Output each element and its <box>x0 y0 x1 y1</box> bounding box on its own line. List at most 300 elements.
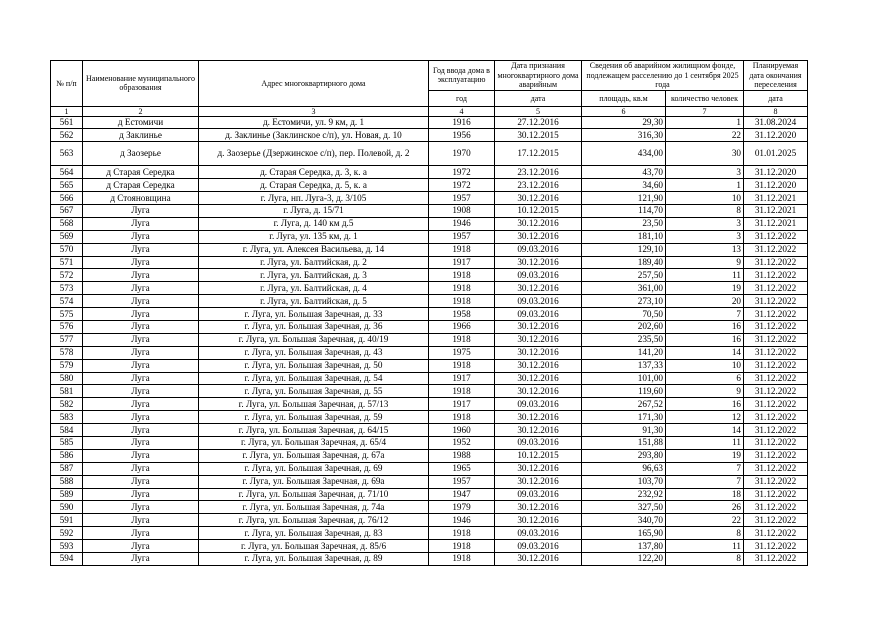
table-row <box>51 488 808 501</box>
cell-people: 3 <box>666 230 744 243</box>
cell-address: д. Заклинье (Заклинское с/п), ул. Новая, д. 10 <box>199 129 429 142</box>
header-housing-info: Сведения об аварийном жилищном фонде, подлежащем расселению до 1 сентября 2025 года <box>582 61 744 91</box>
cell-people: 11 <box>666 540 744 553</box>
cell-municipality: Луга <box>83 514 199 527</box>
table-row <box>51 116 808 129</box>
table-row <box>51 142 808 166</box>
cell-emergency-date: 09.03.2016 <box>495 527 582 540</box>
cell-emergency-date: 10.12.2015 <box>495 204 582 217</box>
table-row <box>51 179 808 192</box>
cell-people: 19 <box>666 449 744 462</box>
cell-year: 1908 <box>429 204 495 217</box>
cell-municipality: д Заозерье <box>83 142 199 166</box>
cell-resettlement-date: 31.12.2020 <box>744 179 808 192</box>
cell-area: 23,50 <box>582 217 666 230</box>
cell-emergency-date: 23.12.2016 <box>495 166 582 179</box>
cell-year: 1918 <box>429 359 495 372</box>
cell-area: 129,10 <box>582 243 666 256</box>
cell-municipality: Луга <box>83 475 199 488</box>
table-row <box>51 475 808 488</box>
cell-emergency-date: 09.03.2016 <box>495 488 582 501</box>
cell-municipality: Луга <box>83 398 199 411</box>
column-number: 6 <box>582 106 666 116</box>
cell-resettlement-date: 31.12.2022 <box>744 462 808 475</box>
cell-row-number: 576 <box>51 320 83 333</box>
table-row <box>51 385 808 398</box>
cell-row-number: 593 <box>51 540 83 553</box>
cell-resettlement-date: 31.12.2022 <box>744 333 808 346</box>
cell-area: 137,33 <box>582 359 666 372</box>
cell-area: 114,70 <box>582 204 666 217</box>
cell-emergency-date: 30.12.2016 <box>495 501 582 514</box>
cell-people: 8 <box>666 527 744 540</box>
cell-year: 1918 <box>429 295 495 308</box>
cell-address: г. Луга, ул. Большая Заречная, д. 74а <box>199 501 429 514</box>
cell-resettlement-date: 31.12.2022 <box>744 553 808 566</box>
cell-emergency-date: 09.03.2016 <box>495 295 582 308</box>
cell-address: г. Луга, ул. Балтийская, д. 4 <box>199 282 429 295</box>
header-row-number: № п/п <box>51 61 83 107</box>
cell-year: 1957 <box>429 475 495 488</box>
cell-address: г. Луга, ул. Алексея Васильева, д. 14 <box>199 243 429 256</box>
cell-area: 273,10 <box>582 295 666 308</box>
table-row <box>51 204 808 217</box>
cell-resettlement-date: 31.12.2022 <box>744 230 808 243</box>
cell-row-number: 567 <box>51 204 83 217</box>
cell-year: 1946 <box>429 217 495 230</box>
cell-resettlement-date: 31.12.2022 <box>744 488 808 501</box>
cell-people: 9 <box>666 385 744 398</box>
cell-resettlement-date: 31.12.2022 <box>744 295 808 308</box>
cell-address: д. Старая Середка, д. 5, к. а <box>199 179 429 192</box>
cell-emergency-date: 30.12.2016 <box>495 372 582 385</box>
cell-address: г. Луга, ул. Балтийская, д. 3 <box>199 269 429 282</box>
cell-address: г. Луга, ул. Большая Заречная, д. 57/13 <box>199 398 429 411</box>
cell-people: 16 <box>666 320 744 333</box>
cell-resettlement-date: 31.12.2022 <box>744 501 808 514</box>
cell-area: 121,90 <box>582 192 666 205</box>
cell-municipality: Луга <box>83 295 199 308</box>
cell-municipality: Луга <box>83 385 199 398</box>
cell-municipality: Луга <box>83 359 199 372</box>
subheader-end-date: дата <box>744 90 808 106</box>
cell-address: г. Луга, ул. Большая Заречная, д. 54 <box>199 372 429 385</box>
cell-people: 10 <box>666 359 744 372</box>
cell-area: 257,50 <box>582 269 666 282</box>
cell-resettlement-date: 31.12.2022 <box>744 320 808 333</box>
column-number: 2 <box>83 106 199 116</box>
cell-resettlement-date: 31.12.2022 <box>744 308 808 321</box>
cell-row-number: 582 <box>51 398 83 411</box>
cell-area: 91,30 <box>582 424 666 437</box>
cell-municipality: Луга <box>83 346 199 359</box>
table-row <box>51 269 808 282</box>
cell-municipality: Луга <box>83 462 199 475</box>
header-resettlement-date: Планируемая дата окончания переселения <box>744 61 808 91</box>
column-number: 3 <box>199 106 429 116</box>
cell-address: г. Луга, ул. Большая Заречная, д. 89 <box>199 553 429 566</box>
cell-resettlement-date: 31.12.2022 <box>744 449 808 462</box>
cell-area: 434,00 <box>582 142 666 166</box>
column-number: 4 <box>429 106 495 116</box>
table-row <box>51 398 808 411</box>
cell-resettlement-date: 31.12.2020 <box>744 166 808 179</box>
cell-area: 165,90 <box>582 527 666 540</box>
cell-emergency-date: 30.12.2016 <box>495 385 582 398</box>
cell-year: 1918 <box>429 243 495 256</box>
cell-resettlement-date: 31.12.2022 <box>744 436 808 449</box>
cell-people: 7 <box>666 308 744 321</box>
cell-resettlement-date: 31.12.2022 <box>744 346 808 359</box>
cell-address: г. Луга, ул. Большая Заречная, д. 36 <box>199 320 429 333</box>
cell-municipality: Луга <box>83 424 199 437</box>
cell-year: 1917 <box>429 256 495 269</box>
emergency-housing-table <box>50 60 808 566</box>
cell-emergency-date: 09.03.2016 <box>495 269 582 282</box>
cell-row-number: 571 <box>51 256 83 269</box>
header-year: Год ввода дома в эксплуатацию <box>429 61 495 91</box>
cell-address: г. Луга, ул. Большая Заречная, д. 43 <box>199 346 429 359</box>
cell-municipality: Луга <box>83 320 199 333</box>
cell-row-number: 594 <box>51 553 83 566</box>
cell-municipality: Луга <box>83 333 199 346</box>
cell-year: 1918 <box>429 282 495 295</box>
cell-people: 16 <box>666 398 744 411</box>
cell-area: 232,92 <box>582 488 666 501</box>
table-row <box>51 282 808 295</box>
cell-people: 3 <box>666 217 744 230</box>
cell-year: 1975 <box>429 346 495 359</box>
cell-row-number: 565 <box>51 179 83 192</box>
cell-people: 1 <box>666 116 744 129</box>
cell-year: 1979 <box>429 501 495 514</box>
cell-year: 1988 <box>429 449 495 462</box>
cell-municipality: д Естомичи <box>83 116 199 129</box>
cell-area: 119,60 <box>582 385 666 398</box>
cell-area: 340,70 <box>582 514 666 527</box>
cell-municipality: Луга <box>83 449 199 462</box>
cell-address: г. Луга, ул. Большая Заречная, д. 69 <box>199 462 429 475</box>
cell-emergency-date: 30.12.2016 <box>495 192 582 205</box>
subheader-date: дата <box>495 90 582 106</box>
cell-area: 202,60 <box>582 320 666 333</box>
cell-year: 1956 <box>429 129 495 142</box>
cell-row-number: 577 <box>51 333 83 346</box>
cell-row-number: 586 <box>51 449 83 462</box>
cell-address: г. Луга, ул. Большая Заречная, д. 85/6 <box>199 540 429 553</box>
cell-area: 293,80 <box>582 449 666 462</box>
cell-emergency-date: 30.12.2016 <box>495 424 582 437</box>
cell-resettlement-date: 01.01.2025 <box>744 142 808 166</box>
table-row <box>51 320 808 333</box>
column-number: 8 <box>744 106 808 116</box>
cell-municipality: Луга <box>83 436 199 449</box>
cell-year: 1918 <box>429 540 495 553</box>
cell-year: 1972 <box>429 166 495 179</box>
cell-municipality: Луга <box>83 527 199 540</box>
cell-row-number: 573 <box>51 282 83 295</box>
cell-year: 1916 <box>429 116 495 129</box>
cell-emergency-date: 30.12.2015 <box>495 129 582 142</box>
cell-people: 22 <box>666 129 744 142</box>
table-row <box>51 346 808 359</box>
cell-municipality: Луга <box>83 282 199 295</box>
table-row <box>51 256 808 269</box>
cell-year: 1918 <box>429 553 495 566</box>
cell-emergency-date: 30.12.2016 <box>495 333 582 346</box>
cell-row-number: 581 <box>51 385 83 398</box>
cell-emergency-date: 30.12.2016 <box>495 462 582 475</box>
cell-row-number: 570 <box>51 243 83 256</box>
cell-row-number: 572 <box>51 269 83 282</box>
cell-row-number: 589 <box>51 488 83 501</box>
cell-row-number: 585 <box>51 436 83 449</box>
subheader-year: год <box>429 90 495 106</box>
cell-people: 22 <box>666 514 744 527</box>
table-row <box>51 308 808 321</box>
cell-row-number: 564 <box>51 166 83 179</box>
cell-year: 1918 <box>429 269 495 282</box>
header-municipality: Наименование муниципального образования <box>83 61 199 107</box>
cell-row-number: 562 <box>51 129 83 142</box>
cell-year: 1946 <box>429 514 495 527</box>
cell-emergency-date: 30.12.2016 <box>495 346 582 359</box>
cell-people: 10 <box>666 192 744 205</box>
cell-emergency-date: 30.12.2016 <box>495 230 582 243</box>
table-row <box>51 501 808 514</box>
header-address: Адрес многоквартирного дома <box>199 61 429 107</box>
cell-address: г. Луга, ул. Большая Заречная, д. 59 <box>199 411 429 424</box>
cell-area: 181,10 <box>582 230 666 243</box>
cell-resettlement-date: 31.12.2022 <box>744 269 808 282</box>
cell-people: 12 <box>666 411 744 424</box>
cell-address: г. Луга, ул. Балтийская, д. 5 <box>199 295 429 308</box>
cell-resettlement-date: 31.12.2021 <box>744 204 808 217</box>
cell-area: 122,20 <box>582 553 666 566</box>
cell-people: 6 <box>666 372 744 385</box>
cell-year: 1965 <box>429 462 495 475</box>
cell-emergency-date: 09.03.2016 <box>495 243 582 256</box>
cell-people: 11 <box>666 436 744 449</box>
cell-address: г. Луга, ул. Большая Заречная, д. 71/10 <box>199 488 429 501</box>
document-page <box>50 60 808 566</box>
cell-resettlement-date: 31.12.2022 <box>744 514 808 527</box>
cell-people: 20 <box>666 295 744 308</box>
cell-row-number: 583 <box>51 411 83 424</box>
subheader-people: количество человек <box>666 90 744 106</box>
cell-municipality: Луга <box>83 411 199 424</box>
cell-address: г. Луга, ул. Большая Заречная, д. 50 <box>199 359 429 372</box>
cell-municipality: Луга <box>83 230 199 243</box>
cell-people: 16 <box>666 333 744 346</box>
cell-area: 151,88 <box>582 436 666 449</box>
cell-year: 1918 <box>429 385 495 398</box>
cell-people: 14 <box>666 346 744 359</box>
cell-people: 18 <box>666 488 744 501</box>
subheader-area: площадь, кв.м <box>582 90 666 106</box>
cell-emergency-date: 30.12.2016 <box>495 475 582 488</box>
cell-year: 1957 <box>429 230 495 243</box>
cell-area: 316,30 <box>582 129 666 142</box>
cell-resettlement-date: 31.12.2022 <box>744 540 808 553</box>
cell-municipality: Луга <box>83 372 199 385</box>
cell-people: 9 <box>666 256 744 269</box>
cell-row-number: 578 <box>51 346 83 359</box>
cell-row-number: 579 <box>51 359 83 372</box>
cell-address: д. Старая Середка, д. 3, к. а <box>199 166 429 179</box>
cell-year: 1966 <box>429 320 495 333</box>
cell-address: д. Естомичи, ул. 9 км, д. 1 <box>199 116 429 129</box>
cell-address: г. Луга, ул. Большая Заречная, д. 67а <box>199 449 429 462</box>
cell-municipality: Луга <box>83 553 199 566</box>
cell-row-number: 563 <box>51 142 83 166</box>
cell-address: г. Луга, ул. Большая Заречная, д. 65/4 <box>199 436 429 449</box>
table-row <box>51 436 808 449</box>
cell-area: 189,40 <box>582 256 666 269</box>
cell-address: г. Луга, ул. Большая Заречная, д. 83 <box>199 527 429 540</box>
cell-emergency-date: 30.12.2016 <box>495 411 582 424</box>
cell-municipality: д Стояновщина <box>83 192 199 205</box>
cell-year: 1917 <box>429 372 495 385</box>
cell-municipality: Луга <box>83 269 199 282</box>
cell-year: 1918 <box>429 411 495 424</box>
cell-emergency-date: 09.03.2016 <box>495 540 582 553</box>
cell-row-number: 587 <box>51 462 83 475</box>
column-number: 1 <box>51 106 83 116</box>
cell-people: 8 <box>666 204 744 217</box>
cell-area: 96,63 <box>582 462 666 475</box>
cell-year: 1970 <box>429 142 495 166</box>
cell-area: 267,52 <box>582 398 666 411</box>
cell-emergency-date: 09.03.2016 <box>495 398 582 411</box>
cell-municipality: д Старая Середка <box>83 166 199 179</box>
cell-area: 43,70 <box>582 166 666 179</box>
cell-resettlement-date: 31.12.2022 <box>744 527 808 540</box>
cell-municipality: Луга <box>83 308 199 321</box>
cell-resettlement-date: 31.12.2022 <box>744 424 808 437</box>
cell-address: г. Луга, ул. Большая Заречная, д. 55 <box>199 385 429 398</box>
cell-emergency-date: 23.12.2016 <box>495 179 582 192</box>
table-row <box>51 333 808 346</box>
table-row <box>51 372 808 385</box>
table-row <box>51 295 808 308</box>
table-row <box>51 129 808 142</box>
cell-area: 141,20 <box>582 346 666 359</box>
cell-municipality: Луга <box>83 217 199 230</box>
cell-area: 327,50 <box>582 501 666 514</box>
table-row <box>51 527 808 540</box>
cell-address: г. Луга, д. 15/71 <box>199 204 429 217</box>
cell-row-number: 588 <box>51 475 83 488</box>
table-row <box>51 192 808 205</box>
cell-address: г. Луга, ул. Большая Заречная, д. 33 <box>199 308 429 321</box>
cell-address: г. Луга, ул. Большая Заречная, д. 76/12 <box>199 514 429 527</box>
cell-people: 26 <box>666 501 744 514</box>
cell-address: г. Луга, д. 140 км д.5 <box>199 217 429 230</box>
cell-area: 103,70 <box>582 475 666 488</box>
cell-row-number: 569 <box>51 230 83 243</box>
cell-people: 7 <box>666 462 744 475</box>
header-emergency-date: Дата признания многоквартирного дома аварийным <box>495 61 582 91</box>
cell-year: 1972 <box>429 179 495 192</box>
cell-emergency-date: 30.12.2016 <box>495 217 582 230</box>
cell-address: г. Луга, ул. 135 км, д. 1 <box>199 230 429 243</box>
cell-people: 1 <box>666 179 744 192</box>
cell-row-number: 561 <box>51 116 83 129</box>
cell-resettlement-date: 31.12.2022 <box>744 411 808 424</box>
cell-address: г. Луга, ул. Балтийская, д. 2 <box>199 256 429 269</box>
cell-area: 137,80 <box>582 540 666 553</box>
cell-row-number: 575 <box>51 308 83 321</box>
cell-emergency-date: 09.03.2016 <box>495 308 582 321</box>
cell-emergency-date: 30.12.2016 <box>495 282 582 295</box>
cell-area: 361,00 <box>582 282 666 295</box>
cell-row-number: 584 <box>51 424 83 437</box>
cell-area: 34,60 <box>582 179 666 192</box>
table-row <box>51 424 808 437</box>
column-number: 5 <box>495 106 582 116</box>
cell-people: 3 <box>666 166 744 179</box>
cell-year: 1947 <box>429 488 495 501</box>
cell-resettlement-date: 31.08.2024 <box>744 116 808 129</box>
cell-emergency-date: 30.12.2016 <box>495 359 582 372</box>
cell-municipality: Луга <box>83 243 199 256</box>
cell-address: г. Луга, нп. Луга-3, д. 3/105 <box>199 192 429 205</box>
cell-area: 171,30 <box>582 411 666 424</box>
cell-emergency-date: 27.12.2016 <box>495 116 582 129</box>
cell-people: 30 <box>666 142 744 166</box>
cell-municipality: Луга <box>83 501 199 514</box>
cell-resettlement-date: 31.12.2022 <box>744 475 808 488</box>
cell-resettlement-date: 31.12.2022 <box>744 398 808 411</box>
cell-year: 1960 <box>429 424 495 437</box>
cell-row-number: 592 <box>51 527 83 540</box>
cell-year: 1957 <box>429 192 495 205</box>
cell-address: г. Луга, ул. Большая Заречная, д. 69а <box>199 475 429 488</box>
cell-municipality: Луга <box>83 204 199 217</box>
cell-people: 13 <box>666 243 744 256</box>
cell-resettlement-date: 31.12.2021 <box>744 192 808 205</box>
cell-resettlement-date: 31.12.2022 <box>744 385 808 398</box>
table-row <box>51 553 808 566</box>
cell-area: 70,50 <box>582 308 666 321</box>
cell-resettlement-date: 31.12.2022 <box>744 372 808 385</box>
cell-resettlement-date: 31.12.2021 <box>744 217 808 230</box>
cell-municipality: Луга <box>83 540 199 553</box>
cell-resettlement-date: 31.12.2020 <box>744 129 808 142</box>
cell-area: 235,50 <box>582 333 666 346</box>
cell-row-number: 574 <box>51 295 83 308</box>
cell-emergency-date: 30.12.2016 <box>495 514 582 527</box>
table-row <box>51 449 808 462</box>
cell-resettlement-date: 31.12.2022 <box>744 256 808 269</box>
cell-year: 1958 <box>429 308 495 321</box>
table-row <box>51 462 808 475</box>
cell-municipality: Луга <box>83 488 199 501</box>
cell-emergency-date: 10.12.2015 <box>495 449 582 462</box>
cell-municipality: д Старая Середка <box>83 179 199 192</box>
table-row <box>51 540 808 553</box>
cell-address: г. Луга, ул. Большая Заречная, д. 40/19 <box>199 333 429 346</box>
column-number: 7 <box>666 106 744 116</box>
cell-emergency-date: 09.03.2016 <box>495 436 582 449</box>
cell-area: 29,30 <box>582 116 666 129</box>
cell-resettlement-date: 31.12.2022 <box>744 359 808 372</box>
cell-emergency-date: 30.12.2016 <box>495 256 582 269</box>
cell-address: г. Луга, ул. Большая Заречная, д. 64/15 <box>199 424 429 437</box>
cell-people: 8 <box>666 553 744 566</box>
cell-municipality: д Заклинье <box>83 129 199 142</box>
